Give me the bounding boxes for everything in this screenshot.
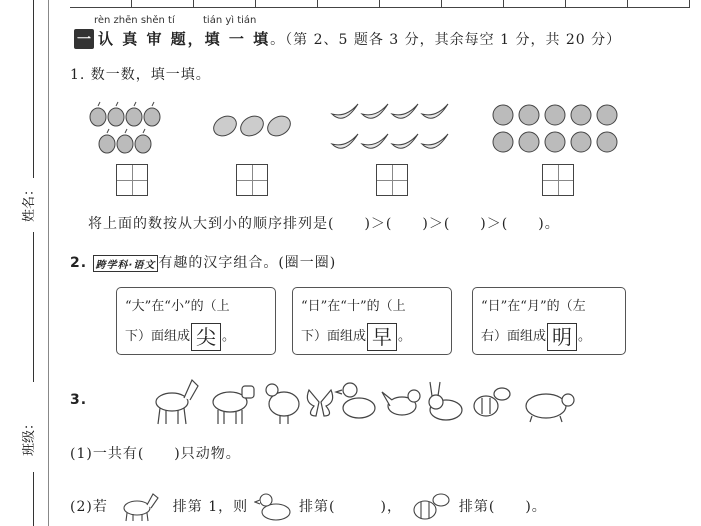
section-title xyxy=(74,28,621,49)
apple-icon xyxy=(545,105,565,125)
horse-icon xyxy=(113,492,167,522)
apple-icon xyxy=(597,105,617,125)
banana-icon xyxy=(422,104,448,118)
count-box-apples[interactable] xyxy=(542,164,574,196)
pear-icon xyxy=(135,129,151,153)
mango-icon xyxy=(210,112,240,140)
apple-icon xyxy=(571,105,591,125)
q1-order-text: 将上面的数按从大到小的顺序排列是( )＞( )＞( )＞( )。 xyxy=(88,216,560,232)
char-card-2 xyxy=(292,287,452,355)
banana-icon xyxy=(392,104,418,118)
q2-prompt xyxy=(70,252,336,272)
bananas-group xyxy=(328,96,458,158)
pear-icon xyxy=(108,102,124,126)
char-card-3 xyxy=(472,287,626,355)
margin-line xyxy=(33,0,34,178)
count-box-bananas[interactable] xyxy=(376,164,408,196)
q3-sub2-a: (2)若 xyxy=(70,499,108,515)
name-label: 姓名： xyxy=(22,182,37,222)
top-table-row xyxy=(70,0,690,8)
margin-line xyxy=(33,472,34,526)
rabbit-icon xyxy=(429,382,462,420)
q3-sub2-b: 排第 1，则 xyxy=(172,499,249,515)
count-box-mangoes[interactable] xyxy=(236,164,268,196)
margin-border xyxy=(48,0,49,526)
card-line: 下）面组成 xyxy=(125,329,191,344)
turtle-icon xyxy=(526,394,574,422)
banana-icon xyxy=(362,134,388,148)
bird-icon xyxy=(382,390,420,415)
hen-icon xyxy=(266,384,299,424)
mango-icon xyxy=(264,112,294,140)
cow-icon xyxy=(213,386,254,424)
mango-icon xyxy=(237,112,267,140)
banana-icon xyxy=(332,134,358,148)
apple-icon xyxy=(571,132,591,152)
banana-icon xyxy=(362,104,388,118)
pear-icon xyxy=(90,102,106,126)
card-line: 下）面组成 xyxy=(301,329,367,344)
animals-row xyxy=(144,372,584,428)
card-line: “日”在“月”的（左 xyxy=(481,299,586,314)
q2-number: 2. xyxy=(70,255,88,271)
cross-subject-tag: 跨学科·语文 xyxy=(93,255,159,272)
banana-icon xyxy=(422,134,448,148)
pear-icon xyxy=(99,129,115,153)
section-heading: 认 真 审 题，填 一 填 xyxy=(98,30,271,48)
q3-sub1: (1)一共有( )只动物。 xyxy=(70,446,241,462)
class-label: 班级： xyxy=(22,416,37,456)
q2-text: 有趣的汉字组合。(圈一圈) xyxy=(158,255,337,271)
q3-number: 3. xyxy=(70,392,88,408)
banana-icon xyxy=(392,134,418,148)
card-line: “大”在“小”的（上 xyxy=(125,299,230,314)
apple-icon xyxy=(519,132,539,152)
pinyin-annotation: tián yì tián xyxy=(203,15,257,26)
apple-icon xyxy=(519,105,539,125)
apple-icon xyxy=(493,105,513,125)
q3-sub2-c: 排第( )， xyxy=(299,499,402,515)
char-card-1 xyxy=(116,287,276,355)
margin-line xyxy=(33,232,34,382)
apples-group xyxy=(490,100,625,158)
bee-icon xyxy=(407,492,453,522)
card-suffix: 。 xyxy=(578,329,592,344)
q1-prompt: 1. 数一数，填一填。 xyxy=(70,67,211,83)
pear-icon xyxy=(117,129,133,153)
count-box-pears[interactable] xyxy=(116,164,148,196)
answer-char[interactable]: 尖 xyxy=(191,323,221,351)
answer-char[interactable]: 明 xyxy=(547,323,577,351)
section-badge: 一 xyxy=(74,29,94,49)
duck-icon xyxy=(254,492,294,522)
duck-icon xyxy=(336,383,375,418)
apple-icon xyxy=(597,132,617,152)
apple-icon xyxy=(545,132,565,152)
pear-icon xyxy=(144,102,160,126)
pinyin-annotation: rèn zhēn shěn tí xyxy=(94,15,175,26)
card-line: 右）面组成 xyxy=(481,329,547,344)
horse-icon xyxy=(156,380,198,424)
card-suffix: 。 xyxy=(398,329,412,344)
pear-icon xyxy=(126,102,142,126)
butterfly-icon xyxy=(307,390,332,416)
q3-sub2 xyxy=(70,492,547,522)
answer-char[interactable]: 早 xyxy=(367,323,397,351)
bee-icon xyxy=(474,388,510,416)
pears-group xyxy=(86,100,166,160)
card-line: “日”在“十”的（上 xyxy=(301,299,406,314)
card-suffix: 。 xyxy=(222,329,236,344)
apple-icon xyxy=(493,132,513,152)
mangoes-group xyxy=(210,112,300,142)
section-note: 。（第 2、5 题各 3 分，其余每空 1 分，共 20 分） xyxy=(270,32,622,48)
banana-icon xyxy=(332,104,358,118)
q3-sub2-d: 排第( )。 xyxy=(458,499,547,515)
binding-margin xyxy=(0,0,52,526)
